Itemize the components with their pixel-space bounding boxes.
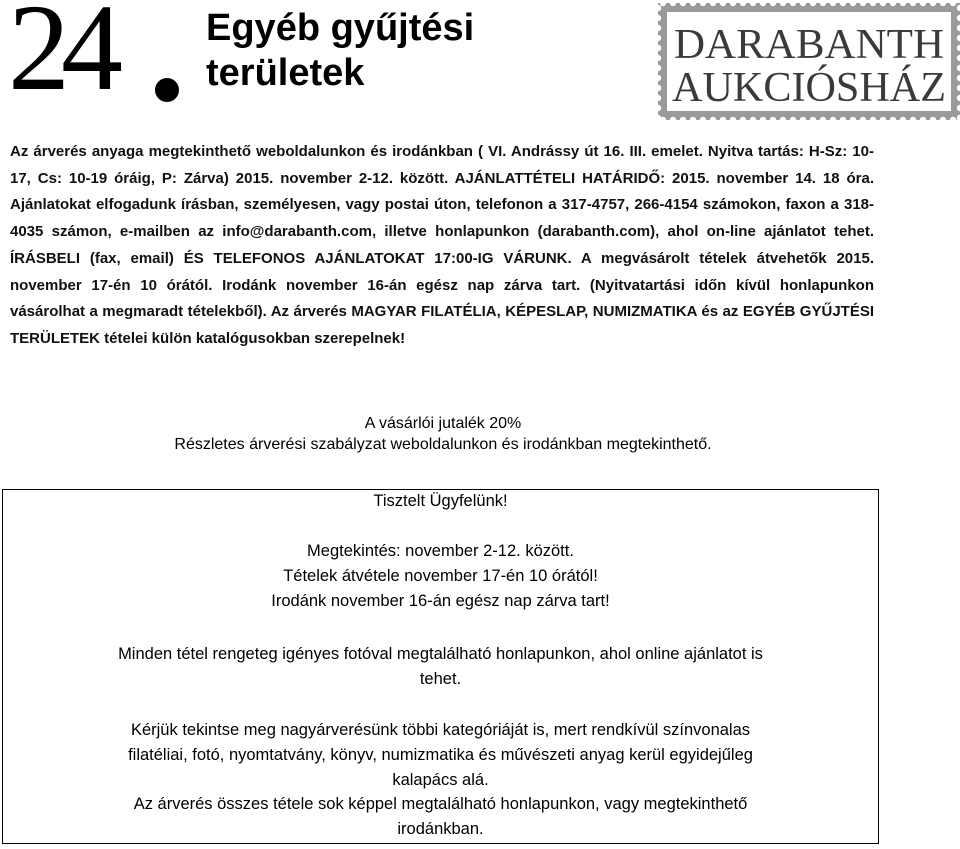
buyer-commission: A vásárlói jutalék 20% <box>364 415 522 432</box>
chapter-title-line-2: területek <box>206 52 365 94</box>
notice-all-items-line-1: Az árverés összes tétele sok képpel megtalálható honlapunkon, vagy megtekinthető <box>133 795 748 813</box>
auction-info-text: Az árverés anyaga megtekinthető weboldalunkon és irodánkban ( VI. Andrássy út 16. III. emelet. Nyitva tartás: H-Sz: 10-17, Cs: 10-19 óráig, P: Zárva) 2015. november 2-12. között. AJÁNLATTÉTELI HATÁRIDŐ: 2015. november 14. 18 óra. Ajánlatokat elfogadunk írásban, személyesen, vagy postai úton, telefonon a 317-4757, 266-4154 számokon, faxon a 318-4035 számon, e-mailben az info@darabanth.com, illetve honlapunkon (darabanth.com), ahol on-line ajánlatot tehet. ÍRÁSBELI (fax, email) ÉS TELEFONOS AJÁNLATOKAT 17:00-IG VÁRUNK. A megvásárolt tételek átvehetők 2015. november 17-én 10 órától. Irodánk november 16-án egész nap zárva tart. (Nyitvatartási időn kívül honlapunkon vásárolhat a megmaradt tételekből). Az árverés MAGYAR FILATÉLIA, KÉPESLAP, NUMIZMATIKA és az EGYÉB GYŰJTÉSI TERÜLETEK tételei külön katalógusokban szerepelnek! <box>10 143 874 347</box>
auction-rules-note: Részletes árverési szabályzat weboldalunkon és irodánkban megtekinthető. <box>174 436 712 453</box>
notice-photos-line-1: Minden tétel rengeteg igényes fotóval megtalálható honlapunkon, ahol online ajánlatot is <box>118 645 763 663</box>
darabanth-logo <box>658 3 960 120</box>
chapter-number-dot <box>155 78 179 102</box>
chapter-title <box>206 6 474 96</box>
commission-section <box>0 413 886 455</box>
logo-line-1: DARABANTH <box>674 22 944 68</box>
chapter-number: 24 <box>8 0 114 116</box>
notice-categories-line-1: Kérjük tekintse meg nagyárverésünk többi kategóriáját is, mert rendkívül színvonalas <box>130 721 751 739</box>
logo-line-2: AUKCIÓSHÁZ <box>672 65 945 111</box>
auction-info-paragraph <box>10 139 874 353</box>
notice-all-items-line-2: irodánkban. <box>397 820 484 838</box>
notice-greeting: Tisztelt Ügyfelünk! <box>373 492 508 510</box>
notice-pickup: Tételek átvétele november 17-én 10 órától! <box>283 567 598 585</box>
notice-categories-line-3: kalapács alá. <box>392 771 489 789</box>
notice-closed: Irodánk november 16-án egész nap zárva tart! <box>271 592 610 610</box>
notice-photos-line-2: tehet. <box>419 670 462 688</box>
notice-viewing: Megtekintés: november 2-12. között. <box>307 542 574 560</box>
chapter-title-line-1: Egyéb gyűjtési <box>206 7 475 49</box>
customer-notice-box <box>2 489 879 844</box>
notice-categories-line-2: filatéliai, fotó, nyomtatvány, könyv, numizmatika és művészeti anyag kerül egyidejűleg <box>128 746 753 764</box>
